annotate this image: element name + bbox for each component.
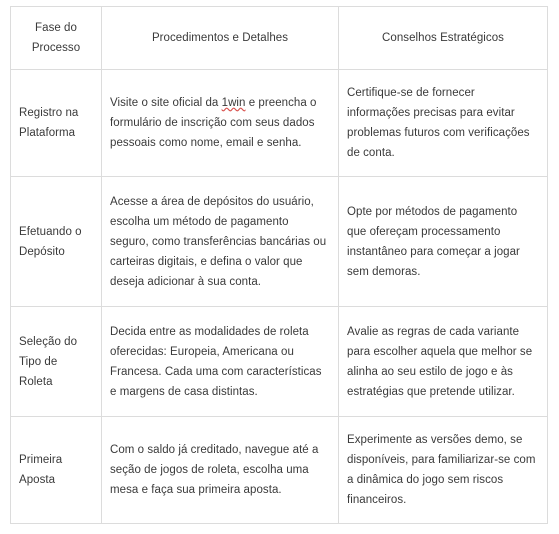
details-cell xyxy=(102,70,339,177)
header-phase: Fase do Processo xyxy=(11,7,102,70)
advice-cell: Certifique-se de fornecer informações precisas para evitar problemas futuros com verificações de conta. xyxy=(339,70,548,177)
table-row xyxy=(11,307,548,417)
phase-cell: Efetuando o Depósito xyxy=(11,177,102,307)
details-text: e preencha o formulário de inscrição com seus dados pessoais como nome, email e senha. xyxy=(110,97,317,149)
advice-cell: Opte por métodos de pagamento que ofereçam processamento instantâneo para começar a jogar sem demoras. xyxy=(339,177,548,307)
header-advice: Conselhos Estratégicos xyxy=(339,7,548,70)
header-details: Procedimentos e Detalhes xyxy=(102,7,339,70)
table-row xyxy=(11,177,548,307)
phase-cell: Registro na Plataforma xyxy=(11,70,102,177)
phase-cell: Primeira Aposta xyxy=(11,417,102,524)
process-table xyxy=(10,6,548,524)
advice-cell: Avalie as regras de cada variante para escolher aquela que melhor se alinha ao seu estilo de jogo e às estratégias que pretende utilizar. xyxy=(339,307,548,417)
table-row xyxy=(11,70,548,177)
phase-cell: Seleção do Tipo de Roleta xyxy=(11,307,102,417)
table-header-row xyxy=(11,7,548,70)
details-cell: Com o saldo já creditado, navegue até a seção de jogos de roleta, escolha uma mesa e faça sua primeira aposta. xyxy=(102,417,339,524)
table-row xyxy=(11,417,548,524)
details-cell: Acesse a área de depósitos do usuário, escolha um método de pagamento seguro, como transferências bancárias ou carteiras digitais, e defina o valor que deseja adicionar à sua conta. xyxy=(102,177,339,307)
advice-cell: Experimente as versões demo, se disponíveis, para familiarizar-se com a dinâmica do jogo sem riscos financeiros. xyxy=(339,417,548,524)
brand-link[interactable]: 1win xyxy=(221,97,246,109)
details-text: Visite o site oficial da xyxy=(110,97,222,109)
details-cell: Decida entre as modalidades de roleta oferecidas: Europeia, Americana ou Francesa. Cada uma com características e margens de casa distintas. xyxy=(102,307,339,417)
